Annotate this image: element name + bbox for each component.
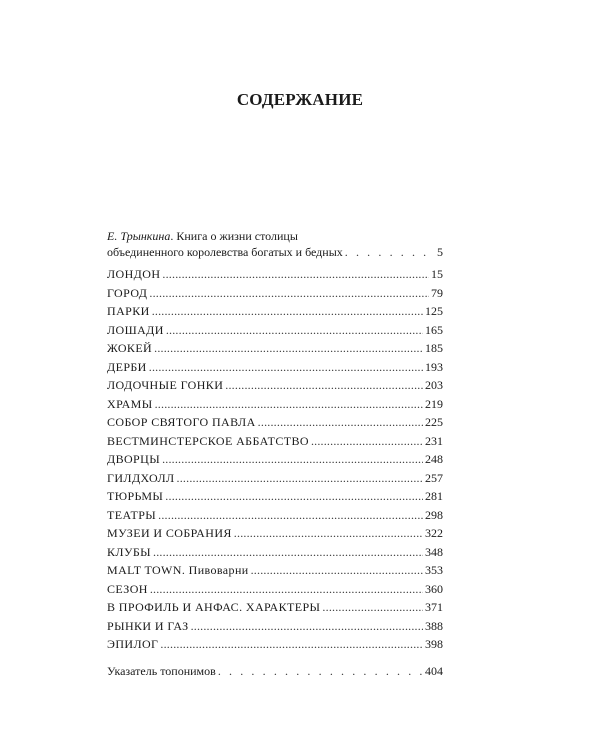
toc-entry: [107, 580, 443, 599]
toc-entry-page: 193: [425, 359, 443, 374]
dot-leader: [158, 506, 423, 525]
toc-entry-page: 203: [425, 378, 443, 392]
toc-entry-title: В ПРОФИЛЬ И АНФАС. ХАРАКТЕРЫ: [107, 600, 321, 614]
toc-entry-title: ТЕАТРЫ: [107, 507, 157, 522]
toc-entry: [107, 395, 443, 414]
toc-entry: [107, 487, 443, 506]
toc-entry: [107, 321, 443, 340]
toc-entry-page: 185: [425, 341, 443, 355]
toc-entry-title: ВЕСТМИНСТЕРСКОЕ АББАТСТВО: [107, 433, 309, 448]
dot-leader: [160, 635, 423, 654]
toc-entry-title: КЛУБЫ: [107, 544, 151, 559]
toc-entry-page: 398: [425, 637, 443, 651]
toc-entry-page: 231: [425, 433, 443, 448]
dot-leader: [149, 284, 429, 303]
toc-entry-title: ХРАМЫ: [107, 396, 153, 411]
dot-leader: [218, 662, 423, 681]
toc-entry-title: ГОРОД: [107, 285, 148, 300]
intro-entry: [107, 228, 443, 260]
toc-entry: [107, 302, 443, 321]
toc-entry-list: [107, 265, 443, 654]
toc-entry: [107, 524, 443, 543]
toc-entry-page: 371: [425, 600, 443, 614]
toc-entry: [107, 339, 443, 358]
toc-entry-title: ДЕРБИ: [107, 359, 147, 374]
dot-leader: [191, 617, 423, 636]
dot-leader: [322, 598, 423, 617]
dot-leader: [150, 580, 423, 599]
toc-entry-title: ДВОРЦЫ: [107, 452, 161, 466]
intro-author: Е. Трынкина: [107, 229, 171, 243]
toc-entry-page: 404: [425, 663, 443, 678]
dot-leader: [166, 321, 423, 340]
toc-entry-page: 388: [425, 618, 443, 633]
dot-leader: [258, 413, 423, 432]
toc-entry: [107, 598, 443, 617]
spacer: [107, 654, 443, 662]
dot-leader: [225, 376, 423, 395]
intro-title-part1: . Книга о жизни столицы: [170, 229, 298, 243]
toc-entry-title: ЛОНДОН: [107, 267, 161, 281]
toc-entry-title: ТЮРЬМЫ: [107, 489, 164, 503]
dot-leader: [177, 469, 423, 488]
intro-line-2: [107, 244, 443, 260]
toc-entry-title: Указатель топонимов: [107, 663, 216, 678]
dot-leader: [162, 450, 423, 469]
dot-leader: [155, 395, 423, 414]
toc-entry: [107, 376, 443, 395]
intro-page-number: 5: [437, 245, 443, 259]
toc-entry-page: 165: [425, 322, 443, 337]
toc-entry-title: ЖОКЕЙ: [107, 341, 153, 355]
toc-entry-page: 348: [425, 544, 443, 559]
toc-entry-title: ЛОШАДИ: [107, 322, 164, 337]
toc-entry-page: 281: [425, 489, 443, 503]
toc-entry: [107, 506, 443, 525]
dot-leader: [149, 358, 423, 377]
toc-entry-page: 15: [431, 267, 443, 281]
toc-entry-page: 360: [425, 581, 443, 596]
page-title: СОДЕРЖАНИЕ: [236, 90, 364, 109]
toc-entry: [107, 617, 443, 636]
toc-entry-page: 257: [425, 470, 443, 485]
dot-leader: [165, 487, 423, 506]
dot-leader: [234, 524, 423, 543]
toc-entry-page: 225: [425, 415, 443, 429]
toc-entry-page: 248: [425, 452, 443, 466]
table-of-contents: [107, 228, 443, 680]
toc-entry-page: 353: [425, 563, 443, 577]
toc-entry-page: 79: [431, 285, 443, 300]
toc-entry: [107, 413, 443, 432]
toc-entry: [107, 265, 443, 284]
dot-leader: [345, 244, 435, 260]
toc-entry-title: ЛОДОЧНЫЕ ГОНКИ: [107, 378, 224, 392]
intro-line-1: [107, 228, 443, 244]
toc-entry-page: 298: [425, 507, 443, 522]
toc-entry-title: СЕЗОН: [107, 581, 148, 596]
toc-entry: [107, 450, 443, 469]
toc-entry-title: ПАРКИ: [107, 304, 150, 318]
dot-leader: [162, 265, 429, 284]
toc-entry: [107, 284, 443, 303]
toc-entry-index: [107, 662, 443, 681]
toc-entry-page: 219: [425, 396, 443, 411]
toc-entry-page: 322: [425, 526, 443, 540]
dot-leader: [311, 432, 423, 451]
dot-leader: [251, 561, 423, 580]
toc-entry: [107, 635, 443, 654]
dot-leader: [154, 339, 423, 358]
toc-entry: [107, 432, 443, 451]
toc-entry-title: СОБОР СВЯТОГО ПАВЛА: [107, 415, 256, 429]
toc-entry-title: MALT TOWN. Пивоварни: [107, 563, 249, 577]
intro-title-part2: объединенного королевства богатых и бедных: [107, 245, 343, 259]
toc-entry-title: ЭПИЛОГ: [107, 637, 159, 651]
toc-entry: [107, 469, 443, 488]
toc-entry: [107, 543, 443, 562]
toc-entry: [107, 358, 443, 377]
toc-entry-page: 125: [425, 304, 443, 318]
dot-leader: [153, 543, 423, 562]
toc-entry: [107, 561, 443, 580]
dot-leader: [152, 302, 423, 321]
toc-entry-title: ГИЛДХОЛЛ: [107, 470, 175, 485]
toc-entry-title: МУЗЕИ И СОБРАНИЯ: [107, 526, 232, 540]
toc-entry-title: РЫНКИ И ГАЗ: [107, 618, 189, 633]
